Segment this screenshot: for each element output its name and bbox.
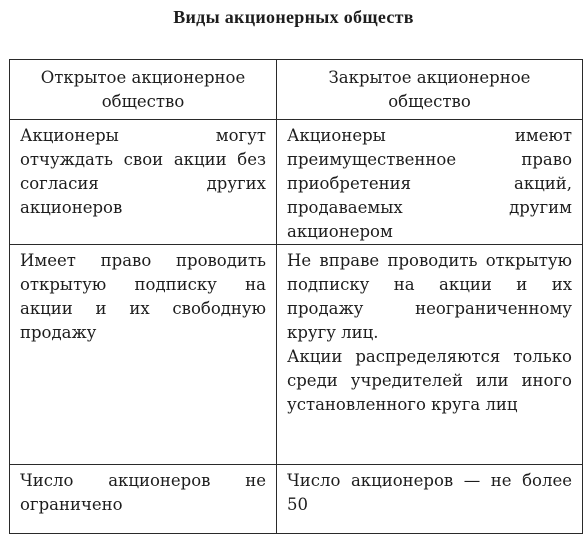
cell-text: Имеет право проводить открытую подписку на акции и их свободную продажу: [20, 251, 266, 342]
cell-text: Акционеры могут отчуждать свои акции без согласия других акционеров: [20, 126, 266, 217]
table-row: [10, 465, 583, 534]
table-row: [10, 120, 583, 245]
cell-open-shareholder-count: [10, 465, 277, 534]
cell-open-subscription: [10, 245, 277, 465]
cell-closed-shareholder-count: [277, 465, 583, 534]
table-header-row: [10, 60, 583, 120]
cell-closed-subscription: [277, 245, 583, 465]
cell-text: Акции распределяются только среди учредителей или иного установленного круга лиц: [287, 347, 572, 414]
cell-open-share-transfer: [10, 120, 277, 245]
cell-text: Акционеры имеют преимущественное право приобретения акций, продаваемых другим акционером: [287, 126, 572, 241]
cell-text: Число акционеров не ограничено: [20, 471, 266, 514]
cell-text: Не вправе проводить открытую подписку на акции и их продажу неограниченному кругу лиц.: [287, 251, 572, 342]
cell-text: Число акционеров — не более 50: [287, 471, 572, 514]
header-open-company: Открытое акционерное общество: [10, 60, 277, 120]
cell-closed-share-transfer: [277, 120, 583, 245]
document-title: Виды акционерных обществ: [173, 7, 414, 27]
comparison-table: [9, 59, 583, 534]
table-row: [10, 245, 583, 465]
header-closed-company: Закрытое акционерное общество: [277, 60, 583, 120]
